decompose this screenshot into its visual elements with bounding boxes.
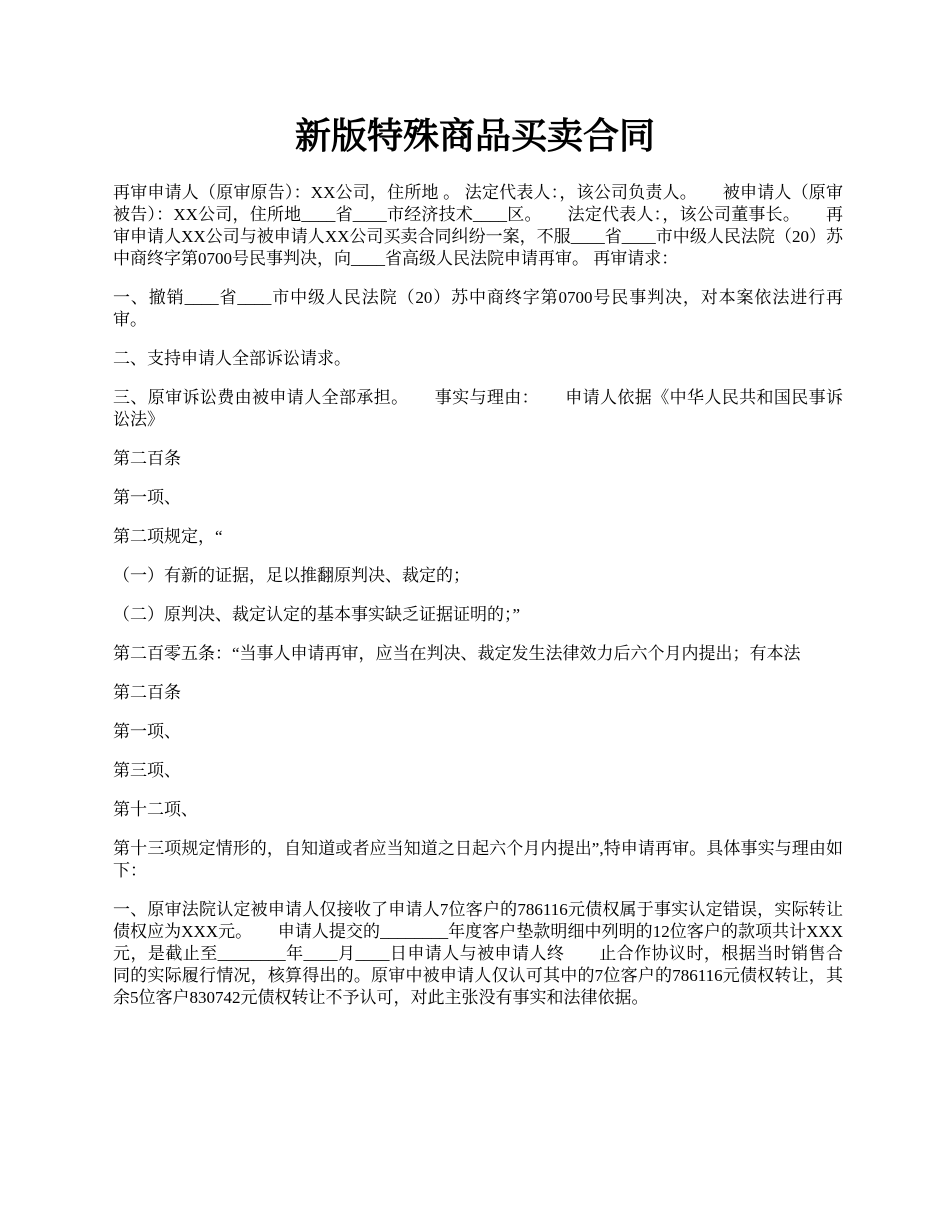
document-body bbox=[113, 182, 843, 1026]
paragraph-parties: 再审申请人（原审原告）：XX公司，住所地 。 法定代表人：，该公司负责人。 被申请人（原审被告）：XX公司，住所地____省____市经济技术____区。 法定代表人：，该公司董事长。 再审申请人XX公司与被申请人XX公司买卖合同纠纷一案，不服____省____市中级人民法院（20）苏中商终字第0700号民事判决，向____省高级人民法院申请再审。 再审请求： bbox=[113, 183, 843, 268]
paragraph-article-200: 第二百条 bbox=[113, 449, 181, 468]
paragraph-request-2: 二、支持申请人全部诉讼请求。 bbox=[113, 349, 351, 368]
paragraph-request-3: 三、原审诉讼费由被申请人全部承担。 事实与理由： 申请人依据《中华人民共和国民事诉讼法》 bbox=[113, 388, 843, 429]
paragraph-facts-1: 一、原审法院认定被申请人仅接收了申请人7位客户的786116元债权属于事实认定错误，实际转让债权应为XXX元。 申请人提交的________年度客户垫款明细中列明的12位客户的款项共计XXX元，是截止至________年____月____日申请人与被申请人终 止合作协议时，根据当时销售合同的实际履行情况，核算得出的。原审中被申请人仅认可其中的7位客户的786116元债权转让，其余5位客户830742元债权转让不予认可，对此主张没有事实和法律依据。 bbox=[113, 900, 843, 1007]
paragraph-item-13: 第十三项规定情形的，自知道或者应当知道之日起六个月内提出”,特申请再审。具体事实与理由如下： bbox=[113, 839, 843, 880]
paragraph-clause-1: （一）有新的证据，足以推翻原判决、裁定的； bbox=[113, 566, 470, 585]
paragraph-item-3: 第三项、 bbox=[113, 761, 181, 780]
paragraph-request-1: 一、撤销____省____市中级人民法院（20）苏中商终字第0700号民事判决，对本案依法进行再审。 bbox=[113, 288, 843, 329]
paragraph-item-2: 第二项规定，“ bbox=[113, 527, 223, 546]
paragraph-item-12: 第十二项、 bbox=[113, 800, 198, 819]
document-title: 新版特殊商品买卖合同 bbox=[294, 116, 655, 156]
paragraph-clause-2: （二）原判决、裁定认定的基本事实缺乏证据证明的；” bbox=[113, 605, 521, 624]
paragraph-item-1-b: 第一项、 bbox=[113, 722, 181, 741]
paragraph-article-205: 第二百零五条：“当事人申请再审，应当在判决、裁定发生法律效力后六个月内提出；有本法 bbox=[113, 644, 801, 663]
paragraph-item-1: 第一项、 bbox=[113, 488, 181, 507]
paragraph-article-200-b: 第二百条 bbox=[113, 683, 181, 702]
